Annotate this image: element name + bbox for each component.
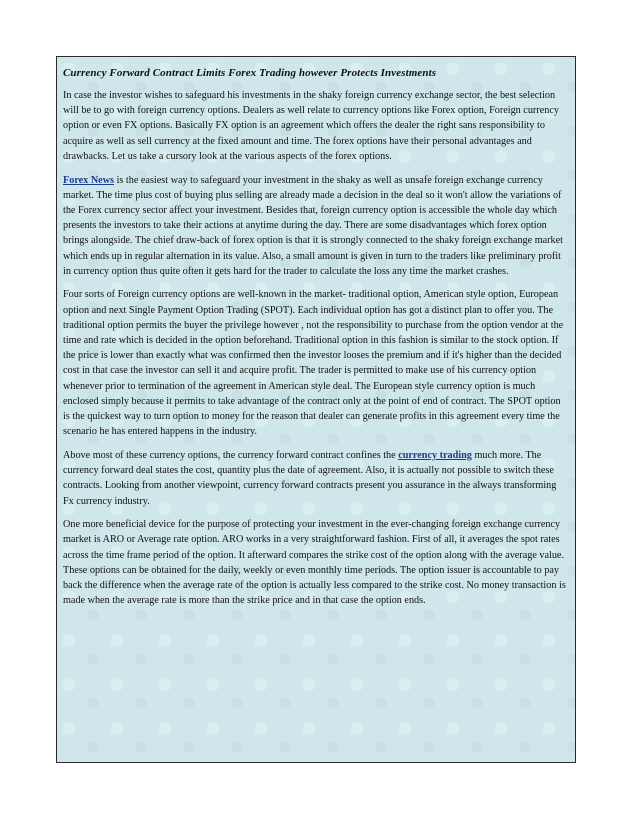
- document-title: Currency Forward Contract Limits Forex Trading however Protects Investments: [63, 67, 437, 79]
- paragraph-forward-contract-text-end: much more. The currency forward deal states the cost, quantity plus the date of agreement. Also, it is actually not possible to switch these contracts. Looking from another viewpoint, currency forward contracts present you assurance in the always transforming Fx currency industry.: [63, 449, 557, 507]
- paragraph-option-types: Four sorts of Foreign currency options are well-known in the market- traditional option, American style option, European option and next Single Payment Option Trading (SPOT). Each individual option has got a distinct plan to offer you. The traditional option permits the buyer the privilege however , not the responsibility to purchase from the option vendor at the time and rate which is decided in the option beforehand. Traditional option in this fashion is similar to the stock option. If the price is lower than exactly what was confirmed then the investor looses the premium and if it's higher than the decided cost in that case the investor can sell it and acquire profit. The trader is permitted to make use of his currency option whenever prior to termination of the agreement in American style deal. The European style currency option is much enclosed simply because it permits to take advantage of the contract only at the point of end of contract. The SPOT option is the quickest way to turn option to money for the reason that dealer can generate profits in this agreement every time the scenario he has entered happens in the industry.: [63, 289, 564, 438]
- paragraph-forward-contract-text-start: Above most of these currency options, the currency forward contract confines the: [63, 449, 399, 461]
- paragraph-average-rate-option: One more beneficial device for the purpose of protecting your investment in the ever-changing foreign exchange currency market is ARO or Average rate option. ARO works in a very straightforward fashion. First of all, it averages the spot rates across the time frame period of the option. It afterward compares the strike cost of the option along with the average value. These options can be obtained for the daily, weekly or even monthly time periods. The option issuer is accountable to pay back the difference when the average rate of the option is actually less compared to the strike cost. No money transaction is made when the average rate is more than the strike price and in that case the option ends.: [63, 519, 566, 607]
- paragraph-forward-contract: [63, 448, 569, 509]
- document-page: [56, 56, 576, 763]
- currency-trading-link[interactable]: currency trading: [398, 449, 472, 461]
- paragraph-forex-news-text: is the easiest way to safeguard your investment in the shaky as well as unsafe foreign exchange currency market. The time plus cost of buying plus selling are already made a decision in the deal so it won't allow the variations of the Forex currency sector affect your investment. Besides that, foreign currency option is accessible the whole day which presents the investors to take their actions at anytime during the day. There are some disadvantages which forex option brings alongside. The chief draw-back of forex option is that it is strongly connected to the shaky foreign exchange market which ends up in regular alternation in its value. Also, a small amount is given in turn to the traders like preliminary profit in currency option thus quite often it gets hard for the trader to calculate the loss any time the market crashes.: [63, 174, 563, 277]
- paragraph-intro: In case the investor wishes to safeguard his investments in the shaky foreign currency exchange sector, the best selection will be to go with foreign currency options. Dealers as well relate to currency options like Forex option, Foreign currency option or even FX options. Basically FX option is an agreement which offers the dealer the right sans responsibility to acquire as well as sell currency at the fixed amount and time. The forex options have their personal advantages and drawbacks. Let us take a cursory look at the various aspects of the forex options.: [63, 90, 559, 162]
- paragraph-forex-news: [63, 173, 569, 279]
- forex-news-link[interactable]: Forex News: [63, 174, 115, 186]
